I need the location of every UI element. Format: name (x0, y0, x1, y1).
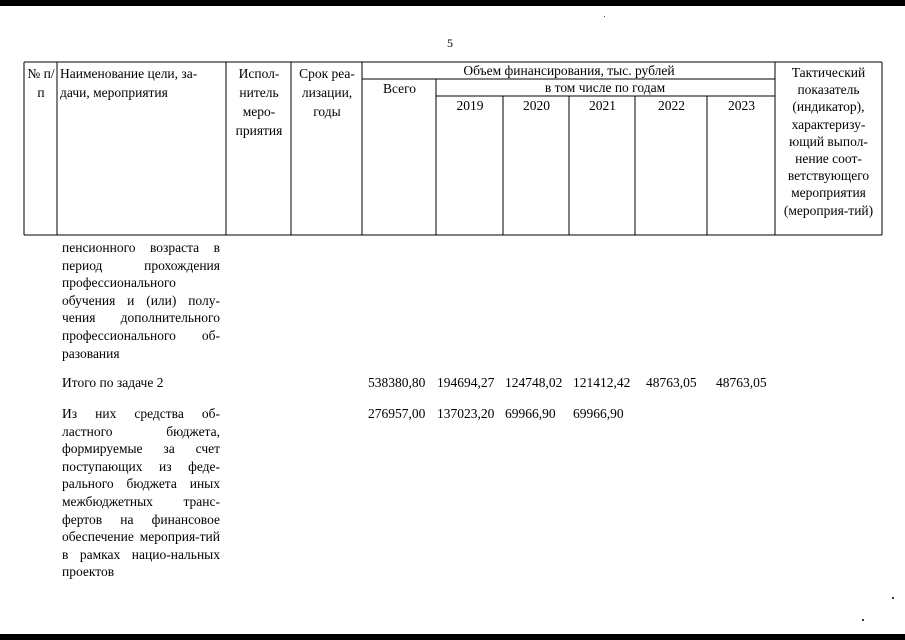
row-total-task-2-label: Итого по задаче 2 (62, 375, 164, 390)
header-year-2019: 2019 (456, 98, 484, 113)
row-regional-budget-value-2021: 69966,90 (573, 406, 624, 421)
header-number: № п/п (27, 66, 55, 100)
top-scan-border (0, 0, 905, 6)
row-total-task-2-value-total: 538380,80 (368, 375, 426, 390)
page-number: 5 (447, 36, 453, 50)
header-name: Наименование цели, за-дачи, мероприятия (60, 66, 198, 100)
row-total-task-2-value-2019: 194694,27 (437, 375, 495, 390)
header-year-2020: 2020 (523, 98, 550, 113)
header-executor: Испол-нитель меро-приятия (235, 66, 283, 138)
row-total-task-2-value-2023: 48763,05 (716, 375, 767, 390)
row-regional-budget-text: Из них средства об-ластного бюджета, формируемые за счет поступающих из феде-рального бюджета иных межбюджетных транс-фертов на финансовое обеспечение мероприя-тий в рамках нацио-нальных проектов (62, 406, 220, 580)
bottom-scan-border (0, 634, 905, 640)
row-total-task-2-value-2020: 124748,02 (505, 375, 563, 390)
header-year-2022: 2022 (658, 98, 685, 113)
header-including: в том числе по годам (544, 80, 666, 95)
header-indicator: Тактический показатель (индикатор), характеризу-ющий выпол-нение соот-ветствующего мероприятия (мероприя-тий) (783, 65, 874, 218)
row-regional-budget-value-2020: 69966,90 (505, 406, 556, 421)
row-regional-budget-value-2019: 137023,20 (437, 406, 495, 421)
row-total-task-2-value-2021: 121412,42 (573, 375, 631, 390)
header-total: Всего (382, 81, 417, 96)
row-continuation-text: пенсионного возраста в период прохождения профессионального обучения и (или) полу-чения дополнительного профессионального об-разования (62, 240, 220, 361)
scan-speck (862, 619, 864, 621)
header-volume: Объем финансирования, тыс. рублей (463, 63, 675, 78)
header-year-2023: 2023 (728, 98, 755, 113)
scan-speck (892, 597, 894, 599)
header-year-2021: 2021 (589, 98, 616, 113)
header-term: Срок реа-лизации, годы (299, 66, 355, 119)
scan-speck (604, 16, 605, 17)
row-regional-budget-value-total: 276957,00 (368, 406, 426, 421)
row-total-task-2-value-2022: 48763,05 (646, 375, 697, 390)
